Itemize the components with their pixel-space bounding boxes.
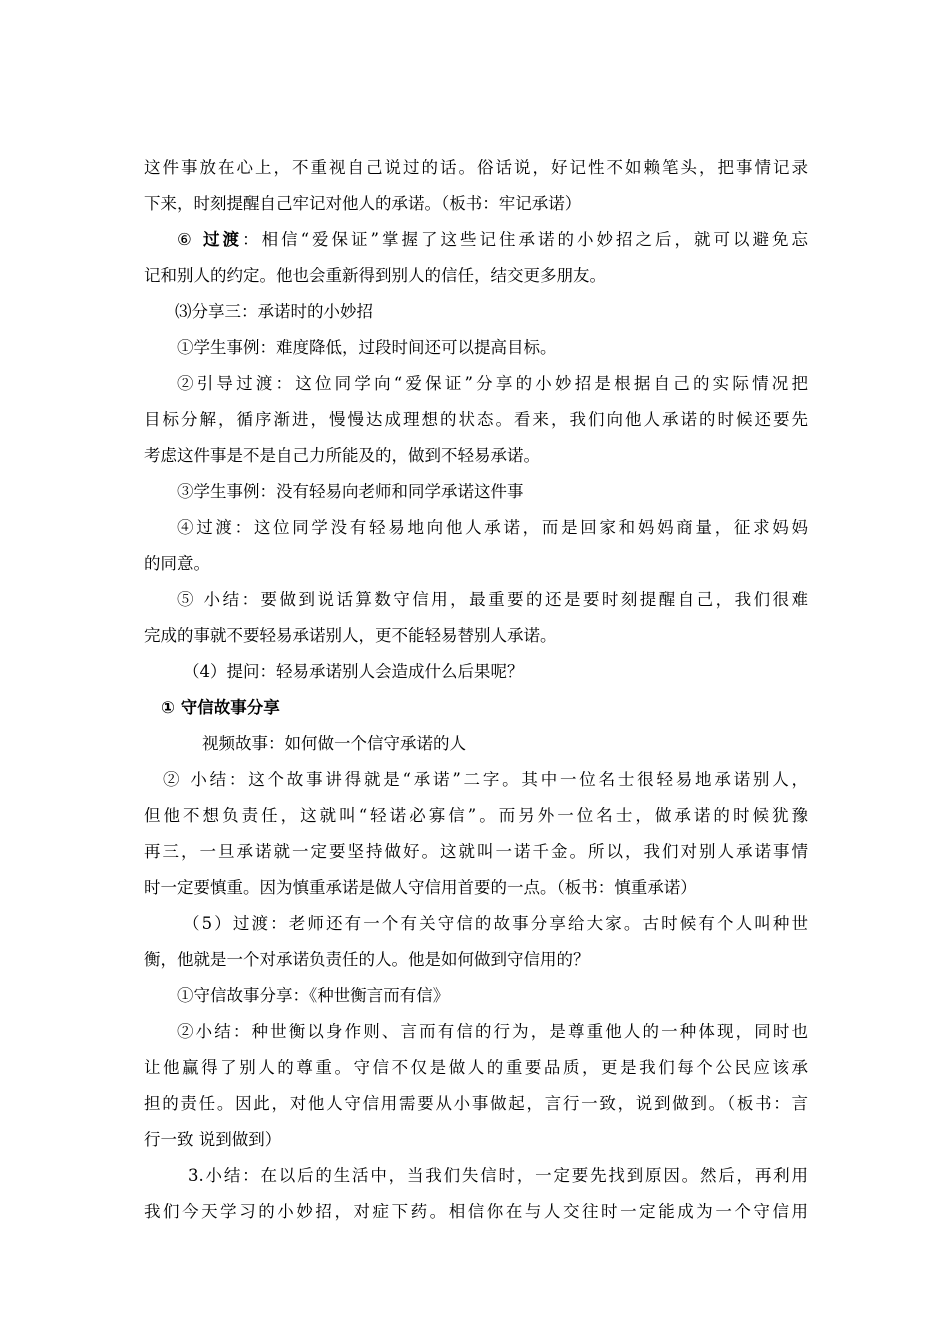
- line-text: ：相信“爱保证”掌握了这些记住承诺的小妙招之后，就可以避免忘: [242, 230, 808, 249]
- section-heading: ⑶分享三：承诺时的小妙招: [175, 302, 373, 321]
- paragraph-line: 记和别人的约定。他也会重新得到别人的信任，结交更多朋友。: [144, 266, 606, 285]
- bold-label: 过渡: [203, 230, 243, 249]
- paragraph-line: ②小结：种世衡以身作则、言而有信的行为，是尊重他人的一种体现，同时也: [177, 1022, 808, 1041]
- paragraph-line: 3.小结：在以后的生活中，当我们失信时，一定要先找到原因。然后，再利用: [188, 1166, 808, 1185]
- paragraph-line: （5）过渡：老师还有一个有关守信的故事分享给大家。古时候有个人叫种世: [183, 914, 808, 933]
- paragraph-line: ③学生事例：没有轻易向老师和同学承诺这件事: [177, 482, 524, 501]
- paragraph-line: 行一致 说到做到）: [144, 1130, 282, 1149]
- list-marker: ⑥: [177, 230, 204, 249]
- paragraph-line: 让他赢得了别人的尊重。守信不仅是做人的重要品质，更是我们每个公民应该承: [144, 1058, 808, 1077]
- paragraph-line: 考虑这件事是不是自己力所能及的，做到不轻易承诺。: [144, 446, 540, 465]
- paragraph-line: [144, 222, 808, 258]
- paragraph-line: 视频故事：如何做一个信守承诺的人: [202, 734, 466, 753]
- paragraph-line: 时一定要慎重。因为慎重承诺是做人守信用首要的一点。（板书：慎重承诺）: [144, 878, 697, 897]
- section-heading: （4）提问：轻易承诺别人会造成什么后果呢？: [183, 662, 524, 681]
- paragraph-line: ②引导过渡：这位同学向“爱保证”分享的小妙招是根据自己的实际情况把: [177, 374, 808, 393]
- paragraph-line: ② 小结：这个故事讲得就是“承诺”二字。其中一位名士很轻易地承诺别人，: [163, 770, 808, 789]
- paragraph-line: 衡，他就是一个对承诺负责任的人。他是如何做到守信用的？: [144, 950, 590, 969]
- paragraph-line: 我们今天学习的小妙招，对症下药。相信你在与人交往时一定能成为一个守信用: [144, 1202, 808, 1221]
- paragraph-line: 担的责任。因此，对他人守信用需要从小事做起，言行一致，说到做到。（板书：言: [144, 1094, 808, 1113]
- paragraph-line: ⑤ 小结：要做到说话算数守信用，最重要的还是要时刻提醒自己，我们很难: [177, 590, 808, 609]
- paragraph-line: 但他不想负责任，这就叫“轻诺必寡信”。而另外一位名士，做承诺的时候犹豫: [144, 806, 808, 825]
- paragraph-line: 的同意。: [144, 554, 210, 573]
- paragraph-line: ④过渡：这位同学没有轻易地向他人承诺，而是回家和妈妈商量，征求妈妈: [177, 518, 808, 537]
- paragraph-line: 再三，一旦承诺就一定要坚持做好。这就叫一诺千金。所以，我们对别人承诺事情: [144, 842, 808, 861]
- paragraph-line: 目标分解，循序渐进，慢慢达成理想的状态。看来，我们向他人承诺的时候还要先: [144, 410, 808, 429]
- paragraph-line: 完成的事就不要轻易承诺别人，更不能轻易替别人承诺。: [144, 626, 557, 645]
- paragraph-line: ①守信故事分享：《种世衡言而有信》: [177, 986, 450, 1005]
- paragraph-line: 这件事放在心上，不重视自己说过的话。俗话说，好记性不如赖笔头，把事情记录: [144, 158, 808, 177]
- paragraph-line: 下来，时刻提醒自己牢记对他人的承诺。（板书：牢记承诺）: [144, 194, 582, 213]
- paragraph-line: ①学生事例：难度降低，过段时间还可以提高目标。: [177, 338, 557, 357]
- bold-heading: ① 守信故事分享: [161, 698, 280, 717]
- document-page: [144, 150, 808, 1230]
